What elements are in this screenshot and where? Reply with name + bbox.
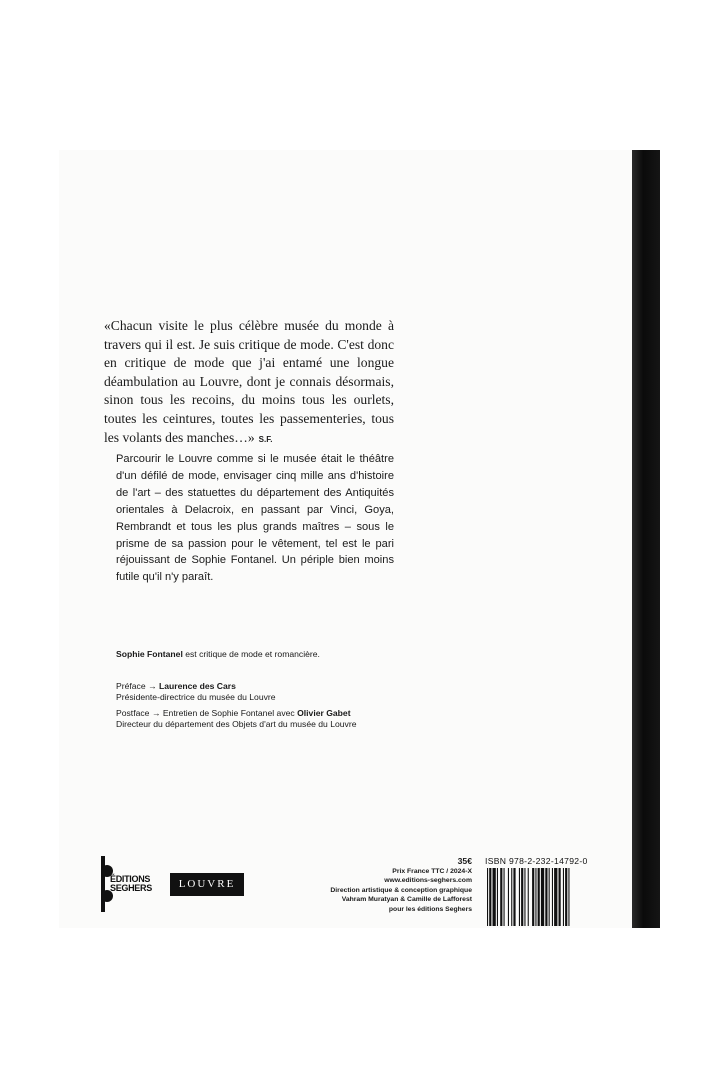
barcode-bar — [549, 868, 550, 926]
barcode-bar — [528, 868, 529, 926]
pull-quote — [104, 317, 394, 449]
barcode-bar — [535, 868, 536, 926]
book-description: Parcourir le Louvre comme si le musée était le théâtre d'un défilé de mode, envisager cinq mille ans d'histoire de l'art – des statuettes du département des Antiquités orientales à Delacroix, en passant par Vinci, Goya, Rembrandt et tous les plus grands maîtres – sous le prisme de sa passion pour le vêtement, tel est le pari réjouissant de Sophie Fontanel. Un périple bien moins futile qu'il n'y paraît. — [116, 453, 394, 584]
barcode-bar — [519, 868, 520, 926]
isbn-label: ISBN 978-2-232-14792-0 — [485, 856, 588, 866]
postface-credit — [116, 708, 436, 730]
barcode-bar — [497, 868, 498, 926]
barcode-bar — [559, 868, 561, 926]
book-spine-edge — [632, 150, 660, 928]
price-note: Prix France TTC / 2024-X — [392, 867, 472, 875]
preface-author: Laurence des Cars — [159, 681, 236, 691]
barcode-bar — [513, 868, 515, 926]
barcode-bar — [508, 868, 509, 926]
postface-role: Directeur du département des Objets d'art du musée du Louvre — [116, 718, 357, 729]
arrow-right-icon: → — [148, 681, 157, 691]
quote-signature: S.F. — [258, 434, 273, 444]
barcode-bar — [563, 868, 564, 926]
quote-text: «Chacun visite le plus célèbre musée du monde à travers qui il est. Je suis critique de mode. C'est donc en critique de mode que j'ai entamé une longue déambulation au Louvre, dont je connais désormais, sinon tous les recoins, du moins tous les ourlets, toutes les ceintures, toutes les passementeries, tous les volants des manches…» — [104, 318, 394, 445]
postface-label: Postface — [116, 708, 150, 718]
arrow-right-icon: → — [151, 708, 161, 718]
isbn-barcode — [486, 868, 606, 926]
author-bio — [116, 648, 436, 660]
postface-author: Olivier Gabet — [297, 708, 351, 718]
barcode-bar — [568, 868, 569, 926]
preface-label: Préface — [116, 681, 146, 691]
barcode-bar — [493, 868, 496, 926]
barcode-bar — [552, 868, 553, 926]
seghers-logo — [95, 856, 157, 912]
preface-credit — [116, 681, 436, 703]
barcode-bar — [565, 868, 567, 926]
louvre-logo: LOUVRE — [170, 873, 244, 896]
preface-role: Présidente-directrice du musée du Louvre — [116, 691, 276, 702]
barcode-bar — [500, 868, 502, 926]
barcode-bar — [489, 868, 491, 926]
barcode-bar — [541, 868, 544, 926]
postface-text: Entretien de Sophie Fontanel avec — [162, 708, 298, 718]
design-credit-1: Direction artistique & conception graphique — [330, 886, 472, 894]
barcode-bar — [545, 868, 547, 926]
barcode-bar — [504, 868, 505, 926]
seghers-wordmark: ÉDITIONS SEGHERS — [110, 874, 152, 893]
price-block — [300, 857, 472, 915]
barcode-bar — [532, 868, 534, 926]
barcode-bar — [554, 868, 557, 926]
barcode-bar — [524, 868, 525, 926]
barcode-bar — [487, 868, 488, 926]
design-credit-2: Vahram Muratyan & Camille de Lafforest — [341, 896, 472, 904]
publisher-website: www.editions-seghers.com — [384, 877, 472, 885]
design-credit-3: pour les éditions Seghers — [388, 905, 472, 913]
author-bio-text: est critique de mode et romancière. — [182, 649, 320, 659]
price: 35€ — [457, 856, 472, 866]
barcode-bar — [511, 868, 512, 926]
barcode-bar — [538, 868, 540, 926]
barcode-bar — [521, 868, 523, 926]
author-name: Sophie Fontanel — [116, 649, 183, 659]
